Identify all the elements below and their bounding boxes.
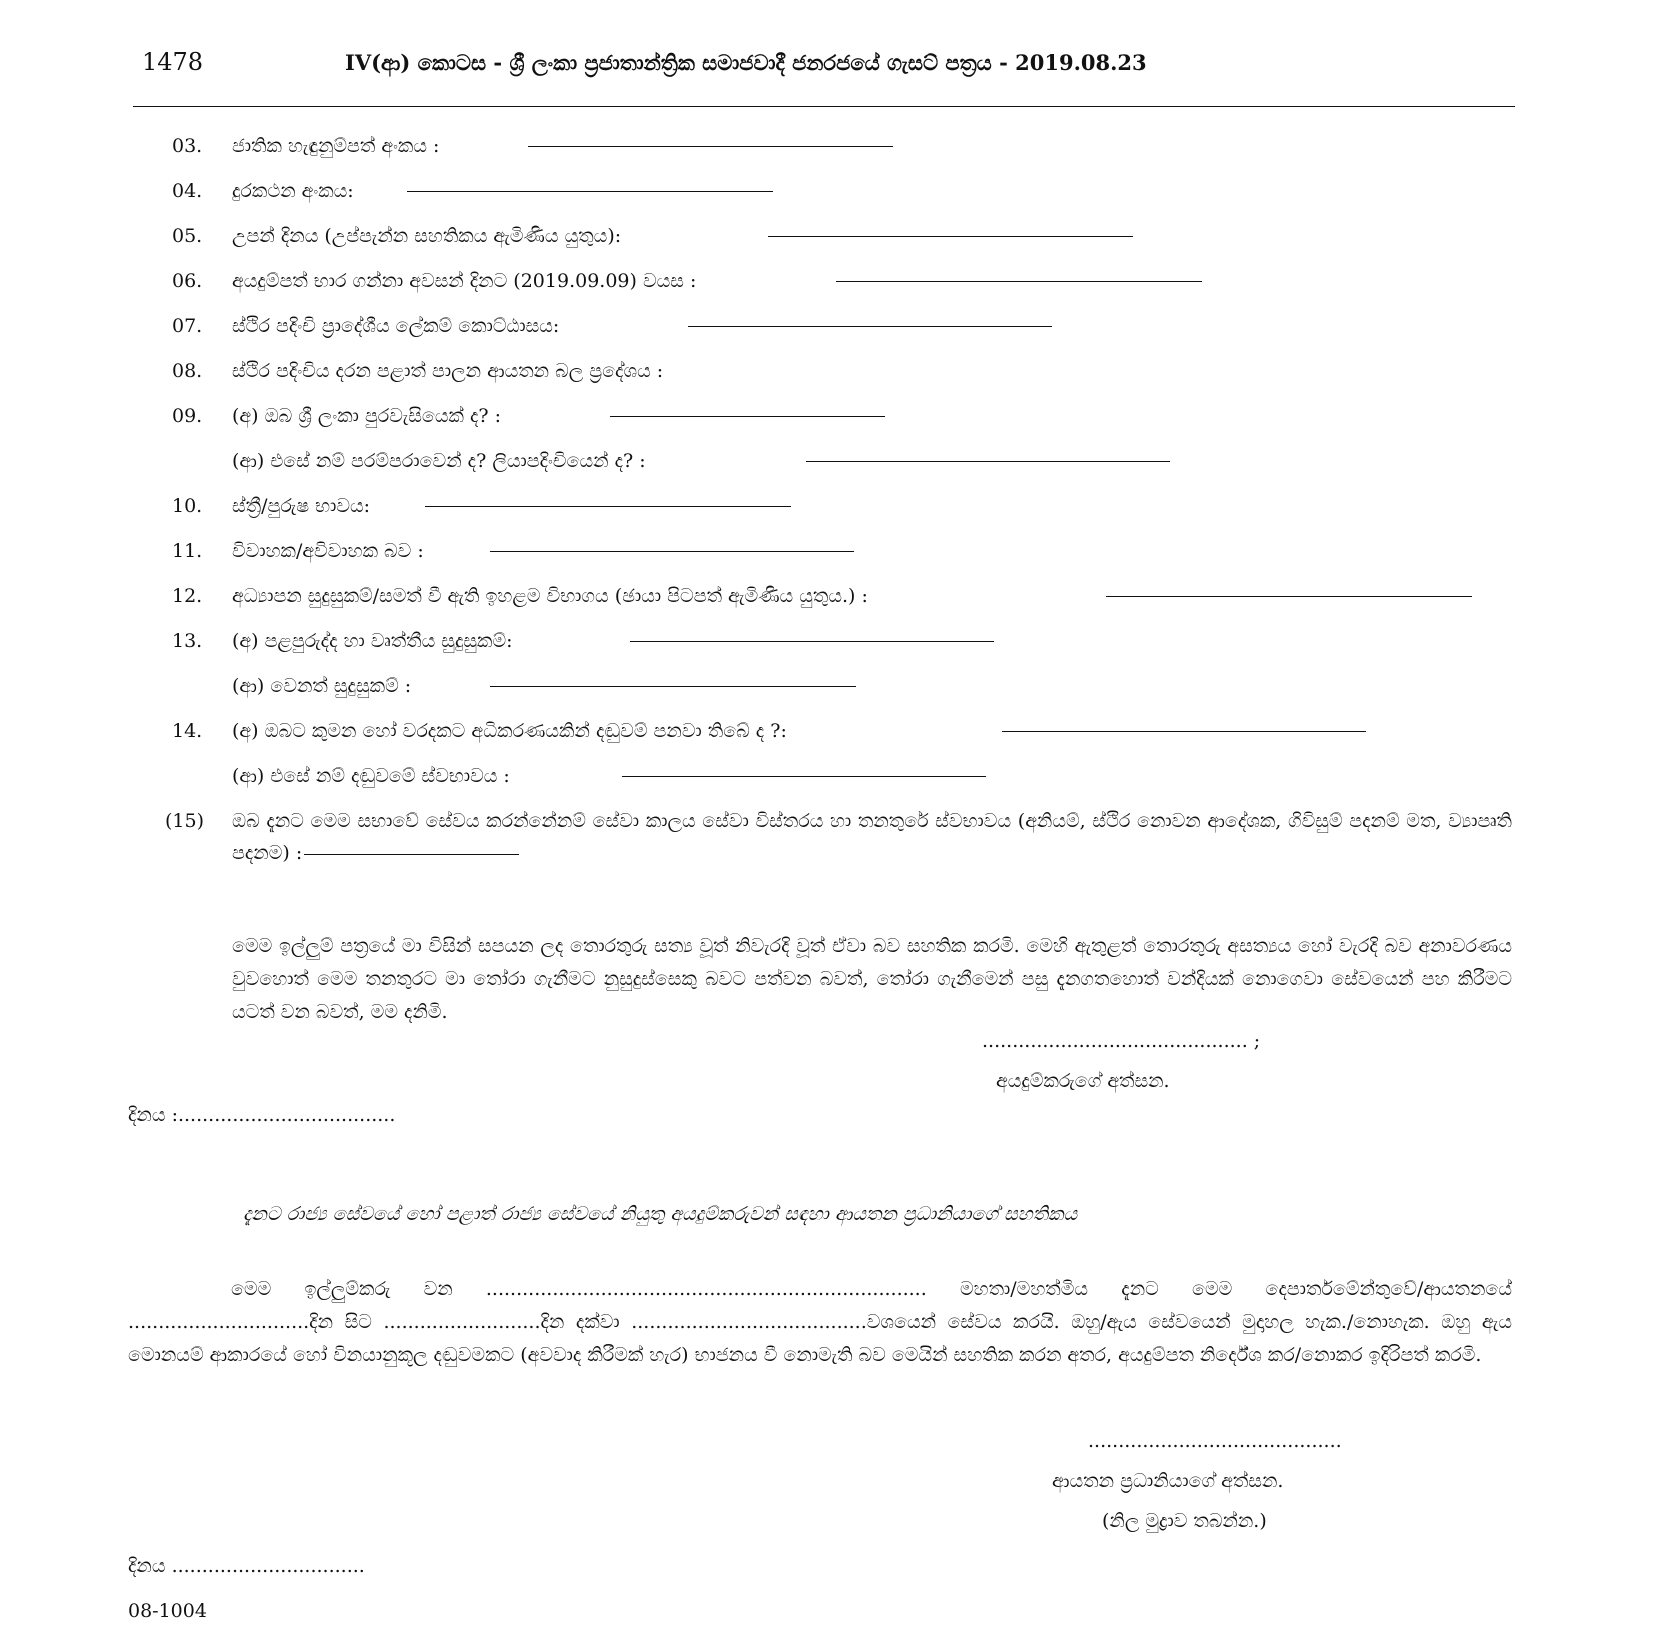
page-number: 1478 (142, 48, 204, 76)
item-15-label: ඔබ දැනට මෙම සභාවේ සේවය කරන්නේනම් සේවා කාලය සේවා විස්තරය හා තනතුරේ ස්වභාවය (අනියම්, ස්ථිර නොවන ආදේශක, ගිවිසුම් පදනම් මත, ව්‍යාපෘති පදනම) : (232, 810, 1512, 864)
footer-code: 08-1004 (128, 1600, 207, 1622)
answer-line-06[interactable] (836, 281, 1202, 282)
item-number: 14. (172, 720, 203, 742)
answer-line-13b[interactable] (490, 686, 856, 687)
item-15-number: (15) (165, 810, 205, 832)
applicant-signature-label: අයදුම්කරුගේ අත්සන. (996, 1070, 1170, 1092)
item-number: 09. (172, 405, 203, 427)
gazette-header-title: IV(ආ) කොටස - ශ්‍රී ලංකා ප්‍රජාතාන්ත්‍රික සමාජවාදී ජනරජයේ ගැසට් පත්‍රය - 2019.08.23 (345, 50, 1147, 75)
answer-line-04[interactable] (407, 191, 773, 192)
item-number: 06. (172, 270, 203, 292)
header-rule (133, 106, 1515, 107)
head-signature-label: ආයතන ප්‍රධානියාගේ අත්සන. (1052, 1470, 1284, 1492)
item-number: 08. (172, 360, 203, 382)
item-number: 05. (172, 225, 203, 247)
item-15-text (232, 805, 1512, 869)
item-label: විවාහක/අවිවාහක බව : (232, 540, 424, 562)
item-label: දුරකථන අංකය: (232, 180, 354, 202)
item-label: (අ) පළපුරුද්ද හා වෘත්තීය සුදුසුකම්: (232, 630, 513, 652)
answer-line-15[interactable] (304, 854, 519, 855)
item-label: (ආ) වෙනත් සුදුසුකම් : (232, 675, 412, 697)
certificate-heading: දැනට රාජ්‍ය සේවයේ හෝ පළාත් රාජ්‍ය සේවයේ නියුතු අයදුම්කරුවන් සඳහා ආයතන ප්‍රධානියාගේ සහතිකය (243, 1203, 1078, 1225)
item-label: ජාතික හැඳුනුම්පත් අංකය : (232, 135, 440, 157)
item-label: අධ්‍යාපන සුදුසුකම්/සමත් වී ඇති ඉහළම විභාගය (ඡායා පිටපත් ඇමිණිය යුතුය.) : (232, 585, 868, 607)
item-label: (අ) ඔබට කුමන හෝ වරදකට අධිකරණයකින් දඬුවම් පනවා තිබේ ද ?: (232, 720, 787, 742)
answer-line-03[interactable] (528, 146, 893, 147)
certificate-text: මෙම ඉල්ලුම්කරු වන ......................................................................... මහතා/මහත්මිය දැනට මෙම දෙපාර්තමේන්තුවේ/ආයතනයේ ..............................දින සිට ..........................දින දක්වා .......................................වශයෙන් සේවය කරයි. ඔහු/ඇය සේවයෙන් මුදාහල හැක./නොහැක. ඔහු ඇය මොනයම් ආකාරයේ හෝ විනයානුකූල දඬුවමකට (අවවාද කිරීමක් හැර) භාජනය වී නොමැති බව මෙයින් සහතික කරන අතර, අයදුම්පත නිර්දේශ කර/නොකර ඉදිරිපත් කරමි. (128, 1278, 1512, 1366)
item-label: අයදුම්පත් භාර ගන්නා අවසන් දිනට (2019.09.09) වයස : (232, 270, 697, 292)
answer-line-13a[interactable] (630, 641, 994, 642)
item-number: 10. (172, 495, 203, 517)
head-signature-dots[interactable]: .......................................... (1088, 1430, 1342, 1452)
certificate-body (128, 1273, 1512, 1372)
item-label: (අ) ඔබ ශ්‍රී ලංකා පුරවැසියෙක් ද? : (232, 405, 502, 427)
item-label: ස්ථිර පදිංචිය දරන පළාත් පාලන ආයතන බල ප්‍රදේශය : (232, 360, 664, 382)
answer-line-09a[interactable] (610, 416, 885, 417)
official-stamp-note: (නිල මුද්‍රාව තබන්න.) (1102, 1510, 1267, 1532)
applicant-date-field[interactable]: දිනය :.................................... (128, 1104, 396, 1126)
answer-line-14b[interactable] (622, 776, 986, 777)
answer-line-11[interactable] (490, 551, 854, 552)
item-number: 07. (172, 315, 203, 337)
answer-line-07[interactable] (688, 326, 1052, 327)
head-date-field[interactable]: දිනය ................................ (128, 1555, 365, 1577)
answer-line-09b[interactable] (806, 461, 1170, 462)
item-number: 13. (172, 630, 203, 652)
answer-line-05[interactable] (768, 236, 1133, 237)
declaration-paragraph: මෙම ඉල්ලුම් පත්‍රයේ මා විසින් සපයන ලද තොරතුරු සත්‍ය වූත් නිවැරදි වූත් ඒවා බව සහතික කරමි. මෙහි ඇතුළත් තොරතුරු අසත්‍යය හෝ වැරදි බව අනාවරණය වුවහොත් මෙම තනතුරට මා තෝරා ගැනීමට නුසුදුස්සෙකු බවට පත්වන බවත්, තෝරා ගැනීමෙන් පසු දැනගතහොත් වන්දියක් නොගෙවා සේවයෙන් පහ කිරීමට යටත් වන බවත්, මම දනිමි. (232, 935, 1512, 1023)
item-number: 03. (172, 135, 203, 157)
item-label: (ආ) එසේ නම් පරම්පරාවෙන් ද? ලියාපදිංචියෙන් ද? : (232, 450, 646, 472)
item-number: 11. (172, 540, 203, 562)
item-label: ස්ථිර පදිංචි ප්‍රාදේශීය ලේකම් කොට්ඨාසය: (232, 315, 560, 337)
item-number: 12. (172, 585, 203, 607)
answer-line-10[interactable] (425, 506, 791, 507)
item-label: උපන් දිනය (උප්පැන්න සහතිකය ඇමිණිය යුතුය): (232, 225, 622, 247)
applicant-signature-dots[interactable]: ............................................ ; (982, 1030, 1261, 1052)
answer-line-12[interactable] (1106, 596, 1472, 597)
item-label: ස්ත්‍රී/පුරුෂ භාවය: (232, 495, 371, 517)
item-number: 04. (172, 180, 203, 202)
answer-line-14a[interactable] (1002, 731, 1366, 732)
item-label: (ආ) එසේ නම් දඬුවමේ ස්වභාවය : (232, 765, 510, 787)
